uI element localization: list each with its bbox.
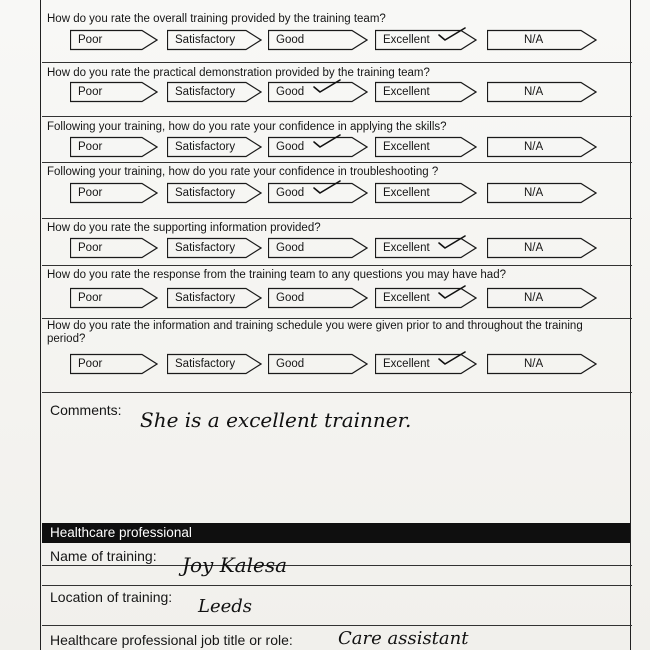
question-text: How do you rate the practical demonstration provided by the training team? (47, 67, 430, 79)
rating-option-label: N/A (524, 358, 544, 370)
rating-option-label: Good (276, 86, 305, 98)
rating-option-good[interactable] (268, 136, 368, 158)
rating-option-poor[interactable] (70, 182, 158, 204)
divider (42, 265, 632, 266)
rating-option-label: Satisfactory (175, 34, 236, 46)
section-header-title: Healthcare professional (50, 525, 192, 540)
rating-option-label: Poor (78, 187, 103, 199)
rating-option-label: N/A (524, 141, 544, 153)
rating-option-excellent[interactable] (375, 237, 477, 259)
comments-value[interactable]: She is a excellent trainner. (140, 408, 412, 432)
checkmark-icon (437, 26, 467, 42)
rating-option-poor[interactable] (70, 81, 158, 103)
rating-option-label: Good (276, 34, 305, 46)
rating-option-poor[interactable] (70, 287, 158, 309)
rating-option-n-a[interactable] (487, 136, 597, 158)
rating-option-excellent[interactable] (375, 182, 477, 204)
divider (42, 392, 632, 393)
rating-option-n-a[interactable] (487, 237, 597, 259)
rating-option-good[interactable] (268, 353, 368, 375)
question-text: Following your training, how do you rate your confidence in troubleshooting ? (47, 166, 439, 178)
rating-option-good[interactable] (268, 287, 368, 309)
job-role-label: Healthcare professional job title or role: (50, 632, 293, 648)
rating-option-label: Excellent (383, 34, 430, 46)
checkmark-icon (312, 78, 342, 94)
rating-option-label: Excellent (383, 242, 430, 254)
divider (42, 218, 632, 219)
rating-option-label: Poor (78, 34, 103, 46)
divider (42, 585, 632, 586)
rating-option-excellent[interactable] (375, 29, 477, 51)
rating-option-satisfactory[interactable] (167, 81, 262, 103)
form-left-border (40, 0, 41, 650)
rating-option-label: Satisfactory (175, 187, 236, 199)
rating-option-satisfactory[interactable] (167, 287, 262, 309)
question-text: How do you rate the overall training provided by the training team? (47, 13, 386, 25)
rating-option-good[interactable] (268, 81, 368, 103)
rating-option-n-a[interactable] (487, 81, 597, 103)
section-header-healthcare (42, 523, 630, 543)
rating-option-n-a[interactable] (487, 182, 597, 204)
rating-option-label: N/A (524, 242, 544, 254)
rating-option-excellent[interactable] (375, 136, 477, 158)
divider (42, 318, 632, 319)
checkmark-icon (437, 234, 467, 250)
rating-option-excellent[interactable] (375, 353, 477, 375)
rating-option-poor[interactable] (70, 136, 158, 158)
rating-option-label: Satisfactory (175, 242, 236, 254)
rating-option-label: N/A (524, 292, 544, 304)
rating-option-satisfactory[interactable] (167, 353, 262, 375)
rating-option-label: Excellent (383, 141, 430, 153)
rating-option-n-a[interactable] (487, 29, 597, 51)
divider (42, 162, 632, 163)
question-text: Following your training, how do you rate your confidence in applying the skills? (47, 121, 447, 133)
rating-option-label: Poor (78, 242, 103, 254)
question-text: How do you rate the response from the training team to any questions you may have had? (47, 269, 506, 281)
rating-option-satisfactory[interactable] (167, 237, 262, 259)
rating-option-label: N/A (524, 86, 544, 98)
rating-option-label: Good (276, 187, 305, 199)
divider (42, 116, 632, 117)
rating-option-satisfactory[interactable] (167, 182, 262, 204)
rating-option-excellent[interactable] (375, 287, 477, 309)
rating-option-n-a[interactable] (487, 287, 597, 309)
rating-option-label: N/A (524, 34, 544, 46)
name-of-training-label: Name of training: (50, 548, 157, 564)
rating-option-good[interactable] (268, 182, 368, 204)
checkmark-icon (437, 284, 467, 300)
divider (42, 62, 632, 63)
rating-option-label: Good (276, 141, 305, 153)
rating-option-good[interactable] (268, 29, 368, 51)
rating-option-label: N/A (524, 187, 544, 199)
rating-option-label: Good (276, 358, 305, 370)
checkmark-icon (312, 133, 342, 149)
rating-option-good[interactable] (268, 237, 368, 259)
rating-option-label: Satisfactory (175, 86, 236, 98)
comments-label: Comments: (50, 402, 122, 418)
rating-option-label: Excellent (383, 187, 430, 199)
job-role-value[interactable]: Care assistant (338, 628, 469, 649)
form-right-border (630, 0, 631, 650)
rating-option-label: Satisfactory (175, 358, 236, 370)
rating-option-poor[interactable] (70, 237, 158, 259)
rating-option-label: Excellent (383, 292, 430, 304)
rating-option-excellent[interactable] (375, 81, 477, 103)
location-value[interactable]: Leeds (198, 596, 253, 617)
rating-option-label: Poor (78, 141, 103, 153)
rating-option-poor[interactable] (70, 29, 158, 51)
divider (42, 625, 632, 626)
rating-option-label: Poor (78, 358, 103, 370)
rating-option-satisfactory[interactable] (167, 29, 262, 51)
rating-option-poor[interactable] (70, 353, 158, 375)
rating-option-label: Poor (78, 86, 103, 98)
rating-option-label: Excellent (383, 86, 430, 98)
rating-option-satisfactory[interactable] (167, 136, 262, 158)
question-text: How do you rate the information and training schedule you were given prior to and throughout the training period? (47, 320, 583, 345)
location-label: Location of training: (50, 589, 173, 605)
checkmark-icon (312, 179, 342, 195)
rating-option-label: Excellent (383, 358, 430, 370)
rating-option-n-a[interactable] (487, 353, 597, 375)
name-of-training-value[interactable]: Joy Kalesa (182, 553, 287, 577)
rating-option-label: Good (276, 242, 305, 254)
rating-option-label: Good (276, 292, 305, 304)
divider (42, 565, 632, 566)
question-text: How do you rate the supporting information provided? (47, 222, 321, 234)
rating-option-label: Satisfactory (175, 141, 236, 153)
checkmark-icon (437, 350, 467, 366)
rating-option-label: Satisfactory (175, 292, 236, 304)
rating-option-label: Poor (78, 292, 103, 304)
